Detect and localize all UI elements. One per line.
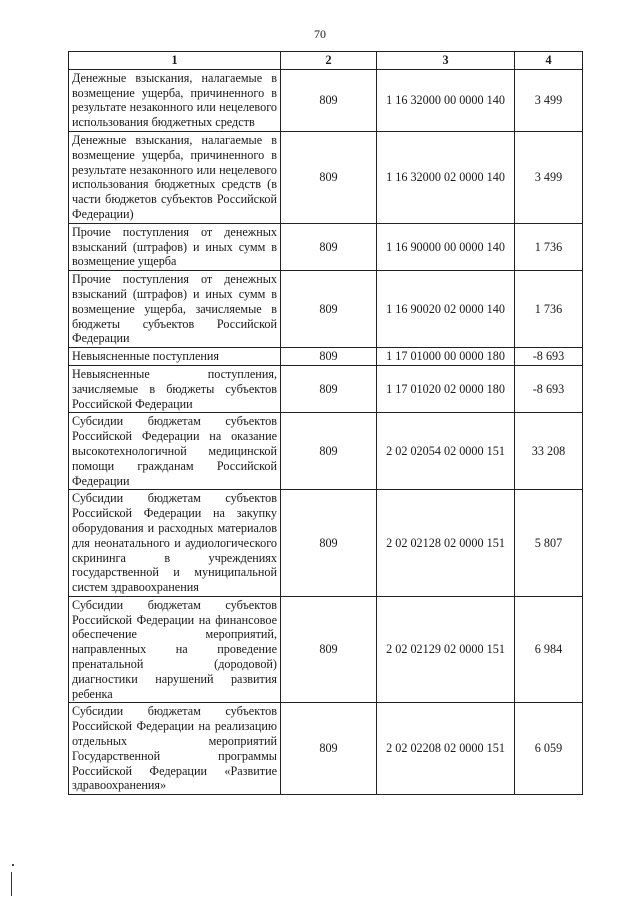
row-amount: 1 736 xyxy=(515,223,583,270)
row-amount: -8 693 xyxy=(515,348,583,366)
row-description: Субсидии бюджетам субъектов Российской Федерации на реализацию отдельных мероприятий Государственной программы Российской Федерации «Развитие здравоохранения» xyxy=(69,703,281,795)
table-row xyxy=(69,348,583,366)
column-header-3: 3 xyxy=(377,52,515,70)
row-amount: 6 984 xyxy=(515,596,583,703)
table-row xyxy=(69,490,583,597)
table-header-row xyxy=(69,52,583,70)
row-budget-code: 2 02 02208 02 0000 151 xyxy=(377,703,515,795)
row-budget-code: 2 02 02129 02 0000 151 xyxy=(377,596,515,703)
row-amount: 3 499 xyxy=(515,131,583,223)
page-number: 70 xyxy=(314,27,326,41)
table-row xyxy=(69,703,583,795)
row-admin-code: 809 xyxy=(281,703,377,795)
row-budget-code: 1 17 01020 02 0000 180 xyxy=(377,365,515,412)
table-row xyxy=(69,271,583,348)
table-row xyxy=(69,596,583,703)
scan-artifact-dot xyxy=(12,864,14,866)
row-description: Невыясненные поступления xyxy=(69,348,281,366)
scan-artifact-line xyxy=(11,872,12,896)
table-row xyxy=(69,223,583,270)
row-amount: 3 499 xyxy=(515,69,583,131)
table-row xyxy=(69,365,583,412)
row-description: Прочие поступления от денежных взысканий (штрафов) и иных сумм в возмещение ущерба xyxy=(69,223,281,270)
row-admin-code: 809 xyxy=(281,223,377,270)
row-description: Денежные взыскания, налагаемые в возмещение ущерба, причиненного в результате незаконного или нецелевого использования бюджетных средств xyxy=(69,69,281,131)
column-header-1: 1 xyxy=(69,52,281,70)
table-row xyxy=(69,413,583,490)
table-row xyxy=(69,131,583,223)
row-budget-code: 2 02 02054 02 0000 151 xyxy=(377,413,515,490)
row-budget-code: 1 17 01000 00 0000 180 xyxy=(377,348,515,366)
row-amount: -8 693 xyxy=(515,365,583,412)
row-description: Прочие поступления от денежных взысканий (штрафов) и иных сумм в возмещение ущерба, зачисляемые в бюджеты субъектов Российской Федерации xyxy=(69,271,281,348)
row-admin-code: 809 xyxy=(281,271,377,348)
row-amount: 33 208 xyxy=(515,413,583,490)
row-budget-code: 1 16 90020 02 0000 140 xyxy=(377,271,515,348)
row-admin-code: 809 xyxy=(281,348,377,366)
row-admin-code: 809 xyxy=(281,490,377,597)
row-admin-code: 809 xyxy=(281,69,377,131)
row-budget-code: 1 16 32000 00 0000 140 xyxy=(377,69,515,131)
row-admin-code: 809 xyxy=(281,131,377,223)
row-budget-code: 1 16 32000 02 0000 140 xyxy=(377,131,515,223)
row-amount: 1 736 xyxy=(515,271,583,348)
budget-revenue-table xyxy=(68,51,583,795)
row-admin-code: 809 xyxy=(281,413,377,490)
row-description: Денежные взыскания, налагаемые в возмещение ущерба, причиненного в результате незаконного или нецелевого использования бюджетных средств (в части бюджетов субъектов Российской Федерации) xyxy=(69,131,281,223)
row-admin-code: 809 xyxy=(281,365,377,412)
column-header-4: 4 xyxy=(515,52,583,70)
column-header-2: 2 xyxy=(281,52,377,70)
row-amount: 5 807 xyxy=(515,490,583,597)
row-description: Субсидии бюджетам субъектов Российской Федерации на закупку оборудования и расходных материалов для неонатального и аудиологического скрининга в учреждениях государственной и муниципальной систем здравоохранения xyxy=(69,490,281,597)
row-description: Субсидии бюджетам субъектов Российской Федерации на финансовое обеспечение мероприятий, направленных на проведение пренатальной (дородовой) диагностики нарушений развития ребенка xyxy=(69,596,281,703)
row-description: Субсидии бюджетам субъектов Российской Федерации на оказание высокотехнологичной медицинской помощи гражданам Российской Федерации xyxy=(69,413,281,490)
row-admin-code: 809 xyxy=(281,596,377,703)
row-amount: 6 059 xyxy=(515,703,583,795)
table-row xyxy=(69,69,583,131)
row-budget-code: 1 16 90000 00 0000 140 xyxy=(377,223,515,270)
row-description: Невыясненные поступления, зачисляемые в бюджеты субъектов Российской Федерации xyxy=(69,365,281,412)
row-budget-code: 2 02 02128 02 0000 151 xyxy=(377,490,515,597)
